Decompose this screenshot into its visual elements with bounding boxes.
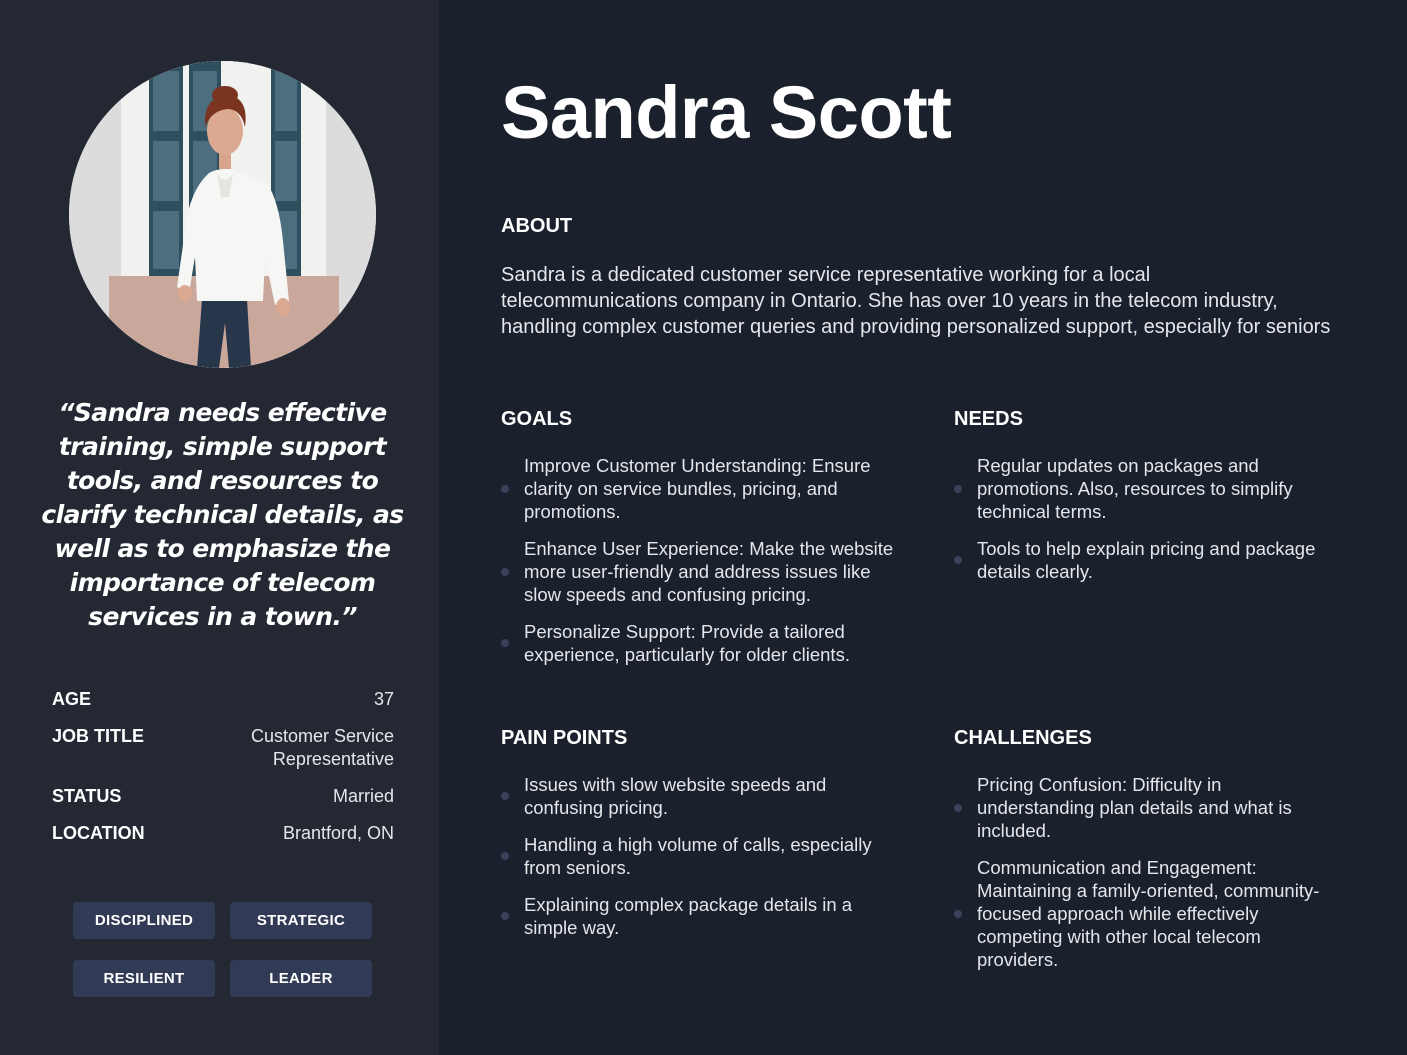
bullet-icon [501,912,509,920]
about-text: Sandra is a dedicated customer service representative working for a local telecommunications company in Ontario. She has over 10 years in the telecom industry, handling complex customer queries and providing personalized support, especially for seniors [501,264,1331,338]
persona-name: Sandra Scott [501,71,952,154]
pain-point-text: Explaining complex package details in a simple way. [524,894,853,938]
bullet-icon [501,568,509,576]
about-heading: ABOUT [501,215,573,237]
list-item [501,773,901,819]
avatar [69,61,376,368]
challenge-text: Communication and Engagement: Maintaining a family-oriented, community-focused approach while effectively competing with other local telecom providers. [977,857,1320,970]
list-item [954,856,1339,971]
challenges-heading: CHALLENGES [954,727,1092,749]
need-text: Tools to help explain pricing and package details clearly. [977,538,1316,582]
goal-text: Improve Customer Understanding: Ensure clarity on service bundles, pricing, and promotions. [524,455,871,522]
fact-label: STATUS [52,786,122,806]
list-item [501,893,901,939]
list-item [501,833,901,879]
bullet-icon [501,639,509,647]
profile-photo [69,61,376,368]
list-item [501,537,901,606]
persona-quote: “Sandra needs effective training, simple support tools, and resources to clarify technical details, as well as to emphasize the importance of telecom services in a town.” [41,398,404,631]
challenges-list [954,773,1339,985]
persona-facts [52,688,394,859]
fact-label: AGE [52,689,92,709]
fact-label: LOCATION [52,823,145,843]
need-text: Regular updates on packages and promotions. Also, resources to simplify technical terms. [977,455,1293,522]
goals-list [501,454,901,680]
challenge-text: Pricing Confusion: Difficulty in understanding plan details and what is included. [977,774,1292,841]
fact-status [52,785,394,808]
trait-tag: LEADER [230,960,372,997]
trait-tag: RESILIENT [73,960,215,997]
fact-value: Customer Service Representative [250,726,394,769]
trait-tag: STRATEGIC [230,902,372,939]
goal-text: Enhance User Experience: Make the website more user-friendly and address issues like slow speeds and confusing pricing. [524,538,894,605]
fact-value: Married [332,786,394,806]
profile-sidebar [0,0,439,1055]
pain-points-list [501,773,901,953]
fact-value: Brantford, ON [282,823,394,843]
bullet-icon [501,485,509,493]
pain-point-text: Handling a high volume of calls, especially from seniors. [524,834,872,878]
trait-tags [73,902,373,997]
fact-location [52,822,394,845]
needs-list [954,454,1339,597]
list-item [954,454,1339,523]
list-item [501,620,901,666]
goals-heading: GOALS [501,408,573,430]
pain-points-heading: PAIN POINTS [501,727,628,749]
list-item [954,537,1339,583]
trait-tag: DISCIPLINED [73,902,215,939]
goal-text: Personalize Support: Provide a tailored experience, particularly for older clients. [524,621,850,665]
needs-heading: NEEDS [954,408,1023,430]
fact-age [52,688,394,711]
list-item [501,454,901,523]
bullet-icon [954,556,962,564]
bullet-icon [954,485,962,493]
bullet-icon [501,852,509,860]
bullet-icon [501,792,509,800]
fact-label: JOB TITLE [52,726,145,746]
fact-value: 37 [373,689,394,709]
list-item [954,773,1339,842]
bullet-icon [954,804,962,812]
pain-point-text: Issues with slow website speeds and confusing pricing. [524,774,827,818]
fact-job-title [52,725,394,771]
bullet-icon [954,910,962,918]
